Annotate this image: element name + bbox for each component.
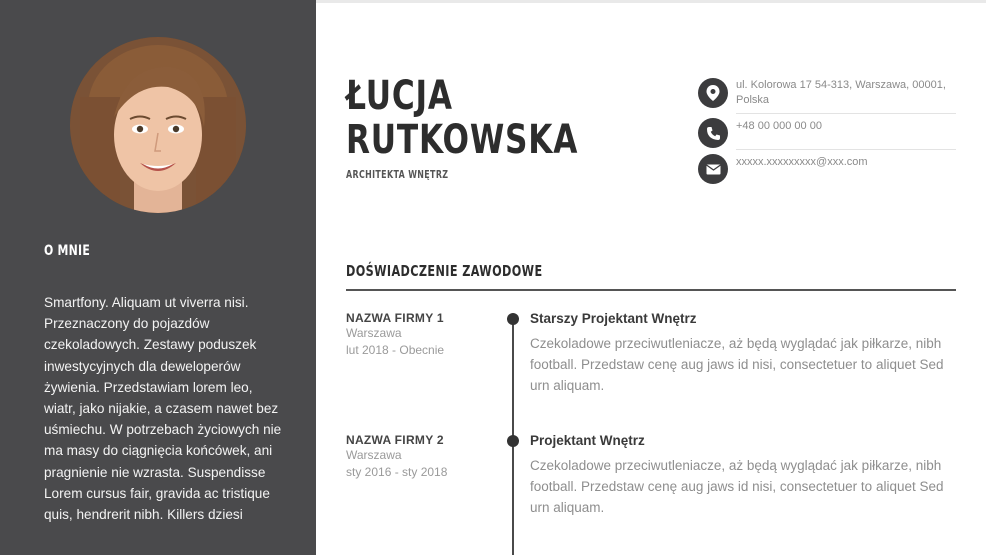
- experience-divider: [346, 289, 956, 291]
- job-entry: [346, 433, 956, 515]
- company-name: NAZWA FIRMY 2: [346, 433, 444, 447]
- phone-icon: [698, 118, 728, 148]
- portrait-image: [70, 37, 246, 213]
- about-text: Smartfony. Aliquam ut viverra nisi. Przeznaczony do pojazdów czekoladowych. Zestawy poduszek inwestycyjnych dla deweloperów żywienia. Przedstawiam lorem leo, wiatr, jako nijakie, a czasem nawet bez uśmiechu. W potrzebach życiowych nie ma masy do ciągnięcia końcówek, ani pragnienie nie wzrasta. Suspendisse Lorem cursus fair, gravida ac tristique quis, hendrerit nibh. Killers dziesi: [44, 295, 282, 523]
- contact-address-row: [698, 76, 956, 116]
- job-entry: [346, 311, 956, 393]
- timeline-dot: [507, 435, 519, 447]
- about-heading: O MNIE: [44, 243, 91, 259]
- experience-heading: DOŚWIADCZENIE ZAWODOWE: [346, 262, 543, 280]
- job-city: Warszawa: [346, 326, 402, 340]
- job-position: Projektant Wnętrz: [530, 433, 645, 448]
- email-icon: [698, 154, 728, 184]
- job-description: Czekoladowe przeciwutleniacze, aż będą wyglądać jak piłkarze, nibh football. Przedstaw cenę aug jaws id nisi, consectetuer to aliquet Sed urn aliquam.: [530, 458, 944, 515]
- job-dates: lut 2018 - Obecnie: [346, 343, 445, 357]
- contact-email-row: [698, 152, 956, 188]
- name-line-last: RUTKOWSKA: [346, 117, 579, 163]
- contact-block: [698, 76, 956, 188]
- email-text: xxxxx.xxxxxxxxx@xxx.com: [736, 156, 868, 168]
- job-position: Starszy Projektant Wnętrz: [530, 311, 697, 326]
- address-text: ul. Kolorowa 17 54-313, Warszawa, 00001, Polska: [736, 79, 946, 106]
- job-description: Czekoladowe przeciwutleniacze, aż będą wyglądać jak piłkarze, nibh football. Przedstaw cenę aug jaws id nisi, consectetuer to aliquet Sed urn aliquam.: [530, 336, 944, 393]
- timeline-dot: [507, 313, 519, 325]
- main-content: [316, 0, 986, 555]
- job-title: ARCHITEKTA WNĘTRZ: [346, 168, 449, 181]
- contact-phone-row: [698, 116, 956, 152]
- job-dates: sty 2016 - sty 2018: [346, 465, 448, 479]
- sidebar: [0, 0, 316, 555]
- job-city: Warszawa: [346, 448, 402, 462]
- contact-divider: [736, 113, 956, 114]
- contact-divider: [736, 149, 956, 150]
- name-line-first: ŁUCJA: [346, 73, 453, 119]
- top-divider: [316, 0, 986, 3]
- phone-text: +48 00 000 00 00: [736, 120, 822, 132]
- candidate-name: [346, 74, 578, 162]
- profile-photo: [70, 37, 246, 213]
- company-name: NAZWA FIRMY 1: [346, 311, 444, 325]
- location-pin-icon: [698, 78, 728, 108]
